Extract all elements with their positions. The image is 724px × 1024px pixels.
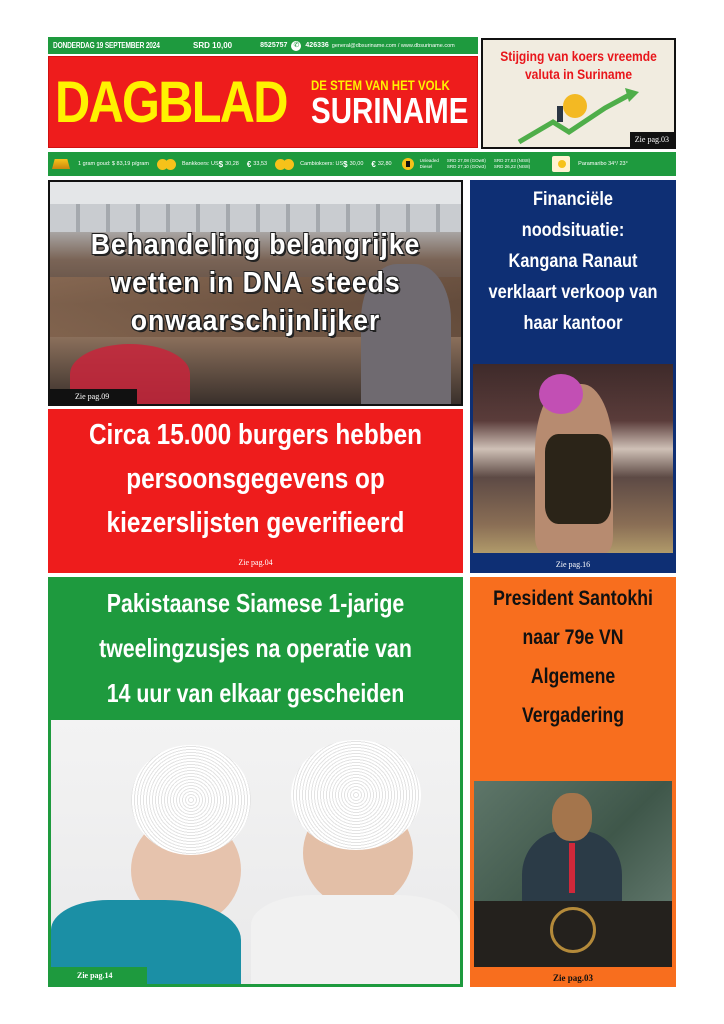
fuel-pump-icon [402,158,414,170]
dollar-symbol: $ [343,159,348,169]
headline[interactable]: Pakistaanse Siamese 1-jarige tweelingzusjes na operatie van 14 uur van elkaar gescheiden [99,588,412,708]
story-dna[interactable] [48,180,463,406]
bank-usd-rate: 30,28 [225,161,239,167]
headline[interactable]: President Santokhi naar 79e VN Algemene Vergadering [493,587,653,727]
issue-date: DONDERDAG 19 SEPTEMBER 2024 [53,41,160,50]
photo-bandage [291,740,421,850]
photo-dress [545,434,611,524]
photo-kangana [473,364,673,553]
coins-icon [157,159,177,170]
photo-tie [569,843,575,893]
story-twins[interactable] [48,577,463,987]
gold-price: 1 gram goud: $ 83,19 p/gram [78,161,149,167]
headline[interactable]: Behandeling belangrijke wetten in DNA steeds onwaarschijnlijker [90,229,421,337]
euro-symbol: € [246,159,252,169]
page-ref[interactable]: Zie pag.03 [552,973,593,983]
teaser-page-ref[interactable]: Zie pag.03 [630,132,674,147]
page-ref[interactable]: Zie pag.09 [50,389,137,404]
cambio-rate-label: Cambiokoers: US [300,161,344,167]
cambio-usd-rate: 30,00 [349,161,364,167]
weather-text: Paramaribo 34°/ 23° [578,161,628,167]
teaser-valuta[interactable] [481,38,676,149]
phone-number-1: 8525757 [260,42,288,49]
fuel-prices-2 [494,158,530,170]
fuel-prices-1 [447,158,486,170]
page-ref[interactable]: Zie pag.04 [238,558,273,567]
gold-bar-icon [52,159,70,169]
story-burgers[interactable] [48,409,463,573]
cambio-eur-rate: 32,80 [377,161,392,167]
weather-icon [552,156,570,172]
photo-hair [539,374,583,414]
masthead [48,56,478,148]
logo-suriname: SURINAME [311,90,469,131]
top-info-bar [48,37,478,54]
euro-symbol: € [371,159,376,169]
slogan: DE STEM VAN HET VOLK [311,77,450,93]
fuel-types [420,158,439,170]
teaser-headline: Stijging van koers vreemde valuta in Suriname [500,48,657,82]
fuel-diesel-label: Diesel [419,164,433,169]
page-ref[interactable]: Zie pag.16 [555,560,591,569]
photo-twins [51,720,460,984]
photo-president [474,781,672,967]
story-president[interactable] [470,577,676,987]
bank-rate-label: Bankkoers: US [181,161,219,167]
page-ref[interactable]: Zie pag.14 [51,967,147,984]
photo-shirt [251,895,460,984]
fuel-price: SRD 26,22 (NIS8) [493,164,531,169]
fuel-price: SRD 27,08 (GOw8) [446,158,486,163]
rising-chart-icon [513,88,643,146]
story-kangana[interactable] [470,180,676,573]
fuel-price: SRD 27,10 (GOw3) [446,164,486,169]
bank-eur-rate: 33,53 [253,161,268,167]
photo-bandage [131,745,251,855]
headline[interactable]: Financiële noodsituatie: Kangana Ranaut verklaart verkoop van haar kantoor [488,189,658,334]
photo-head [552,793,592,841]
dollar-symbol: $ [218,159,224,169]
un-emblem-icon [550,907,596,953]
fuel-unleaded-label: Unleaded [419,158,439,163]
fuel-price: SRD 27,63 (NIS8) [493,158,531,163]
ticker-bar [48,152,676,176]
contact-links[interactable]: general@dbsuriname.com / www.dbsuriname.com [331,42,455,49]
issue-price: SRD 10,00 [193,41,233,50]
coins-icon [275,159,295,170]
headline[interactable]: Circa 15.000 burgers hebben persoonsgegevens op kiezerslijsten geverifieerd [88,419,423,539]
phone-number-2: 426336 [305,42,329,49]
logo-dagblad: DAGBLAD [55,70,287,135]
phone-icon: ✆ [291,41,301,51]
